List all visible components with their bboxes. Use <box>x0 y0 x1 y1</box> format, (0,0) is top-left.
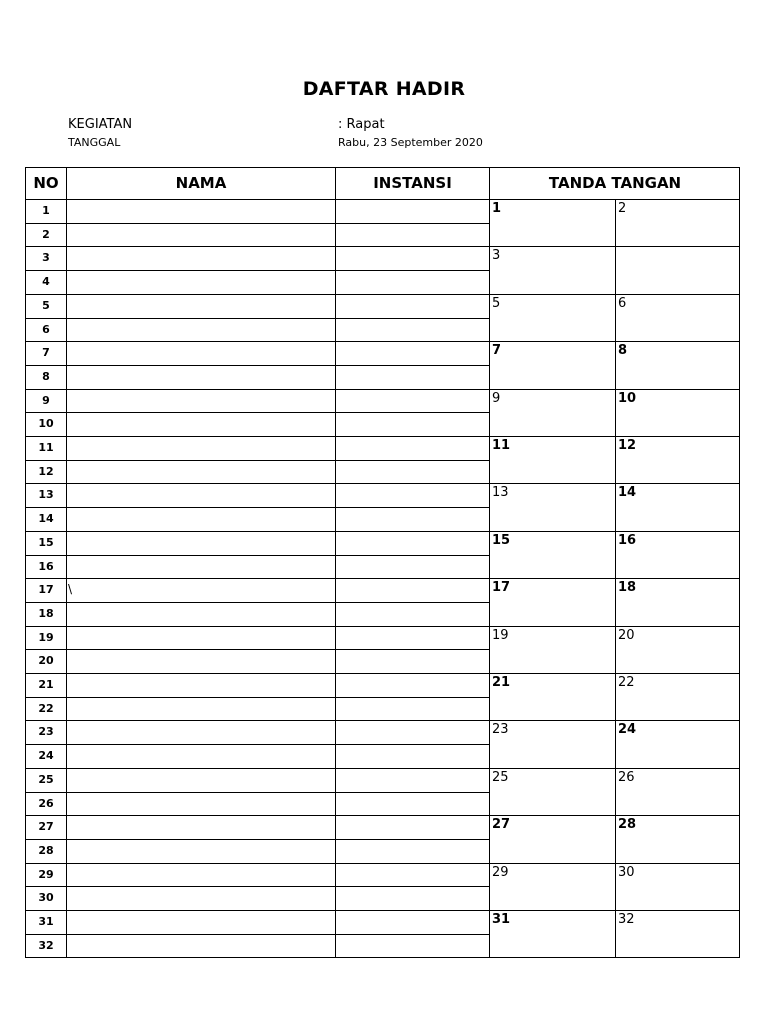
signature-slot-label: 32 <box>618 912 635 927</box>
row-number: 11 <box>38 441 54 454</box>
signature-block-divider <box>489 483 739 484</box>
signature-slot-label: 2 <box>618 201 627 216</box>
row-number: 12 <box>38 464 54 478</box>
row-number: 24 <box>38 749 54 763</box>
signature-slot-label: 25 <box>492 769 509 785</box>
signature-block-divider <box>489 673 739 674</box>
row-divider <box>26 270 489 271</box>
signature-slot-label: 14 <box>618 485 637 501</box>
signature-slot-label: 26 <box>618 769 635 785</box>
signature-block-divider <box>489 815 739 816</box>
signature-slot-label: 13 <box>492 485 509 501</box>
kegiatan-value: : Rapat <box>338 117 385 132</box>
signature-slot-label: 24 <box>618 722 637 738</box>
row-number: 32 <box>38 938 54 952</box>
signature-slot-label: 20 <box>618 627 635 643</box>
row-divider <box>26 649 489 650</box>
row-number: 5 <box>42 298 50 312</box>
kegiatan-label: KEGIATAN <box>68 117 133 132</box>
row-divider <box>26 483 489 484</box>
signature-block-divider <box>489 910 739 911</box>
row-divider <box>26 389 489 390</box>
row-divider <box>26 910 489 911</box>
signature-slot-label: 18 <box>618 580 637 596</box>
row-divider <box>26 365 489 366</box>
row-number: 6 <box>42 322 50 336</box>
signature-block-divider <box>489 578 739 579</box>
row-number: 20 <box>38 654 54 668</box>
row-divider <box>26 626 489 627</box>
row-divider <box>26 294 489 295</box>
page-title: DAFTAR HADIR <box>302 78 466 100</box>
row-divider <box>26 531 489 532</box>
row-divider <box>26 460 489 461</box>
row-divider <box>26 436 489 437</box>
row-divider <box>26 839 489 840</box>
row-number: 13 <box>38 488 54 502</box>
row-number: 14 <box>38 512 54 526</box>
signature-block-divider <box>489 341 739 342</box>
signature-slot-label: 10 <box>618 390 637 406</box>
signature-slot-label: 31 <box>492 912 511 927</box>
signature-slot-label: 9 <box>492 390 501 406</box>
row-number: 27 <box>38 820 54 834</box>
column-divider-instansi <box>489 168 490 957</box>
row-number: 9 <box>42 393 50 407</box>
signature-slot-label: 22 <box>618 675 635 690</box>
signature-slot-label: 6 <box>618 295 627 311</box>
row-divider <box>26 744 489 745</box>
tanggal-value: Rabu, 23 September 2020 <box>338 136 483 149</box>
row-number: 25 <box>38 772 54 786</box>
row-number: 16 <box>38 559 54 573</box>
signature-block-divider <box>489 626 739 627</box>
row-number: 26 <box>38 796 54 810</box>
signature-block-divider <box>489 436 739 437</box>
signature-slot-label: 7 <box>492 343 502 359</box>
row-number: 23 <box>38 725 54 739</box>
row-divider <box>26 673 489 674</box>
row-divider <box>26 341 489 342</box>
signature-block-divider <box>489 720 739 721</box>
signature-slot-label: 17 <box>492 580 511 596</box>
row-divider <box>26 246 489 247</box>
signature-slot-label: 5 <box>492 295 501 311</box>
attendance-table <box>25 167 740 958</box>
header-nama: NAMA <box>175 174 227 192</box>
row-number: 2 <box>42 227 50 241</box>
row-divider <box>26 555 489 556</box>
row-number: 31 <box>38 915 54 928</box>
row-number: 15 <box>38 535 54 549</box>
row-divider <box>26 412 489 413</box>
row-number: 22 <box>38 701 54 715</box>
row-divider <box>26 720 489 721</box>
header-instansi: INSTANSI <box>373 174 452 192</box>
signature-slot-label: 28 <box>618 817 637 833</box>
signature-slot-label: 12 <box>618 438 637 453</box>
row-number: 30 <box>38 891 54 905</box>
row-divider <box>26 886 489 887</box>
signature-slot-label: 16 <box>618 532 637 548</box>
row-number: 10 <box>38 417 54 431</box>
header-divider <box>26 199 739 200</box>
row-divider <box>26 602 489 603</box>
tanggal-label: TANGGAL <box>68 136 121 149</box>
row-number: 7 <box>42 346 50 360</box>
header-tanda-tangan: TANDA TANGAN <box>548 174 682 192</box>
signature-slot-label: 19 <box>492 627 509 643</box>
header-no: NO <box>33 174 59 192</box>
row-number: 18 <box>38 606 54 620</box>
row-divider <box>26 223 489 224</box>
signature-slot-label: 29 <box>492 864 509 880</box>
signature-block-divider <box>489 294 739 295</box>
row-number: 21 <box>38 678 54 691</box>
signature-slot-label: 27 <box>492 817 511 833</box>
signature-block-divider <box>489 246 739 247</box>
row-number: 1 <box>42 204 50 217</box>
row-divider <box>26 934 489 935</box>
row-divider <box>26 863 489 864</box>
row-divider <box>26 507 489 508</box>
signature-block-divider <box>489 531 739 532</box>
signature-slot-label: 30 <box>618 864 635 880</box>
row-number: 17 <box>38 583 54 597</box>
signature-block-divider <box>489 768 739 769</box>
row-number: 8 <box>42 369 50 383</box>
row-number: 19 <box>38 630 54 644</box>
row-divider <box>26 318 489 319</box>
signature-slot-label: 23 <box>492 722 509 738</box>
signature-slot-label: 15 <box>492 532 511 548</box>
row-divider <box>26 578 489 579</box>
signature-slot-label: 3 <box>492 248 501 264</box>
row-number: 4 <box>42 275 50 289</box>
signature-block-divider <box>489 863 739 864</box>
signature-slot-label: 21 <box>492 675 511 690</box>
row-divider <box>26 815 489 816</box>
signature-slot-label: 1 <box>492 201 502 216</box>
name-cell[interactable]: \ <box>68 582 73 597</box>
row-divider <box>26 697 489 698</box>
row-number: 3 <box>42 251 50 265</box>
signature-slot-label: 11 <box>492 438 511 453</box>
row-number: 29 <box>38 867 54 881</box>
row-number: 28 <box>38 843 54 857</box>
signature-slot-label: 8 <box>618 343 628 359</box>
signature-block-divider <box>489 389 739 390</box>
row-divider <box>26 768 489 769</box>
row-divider <box>26 792 489 793</box>
